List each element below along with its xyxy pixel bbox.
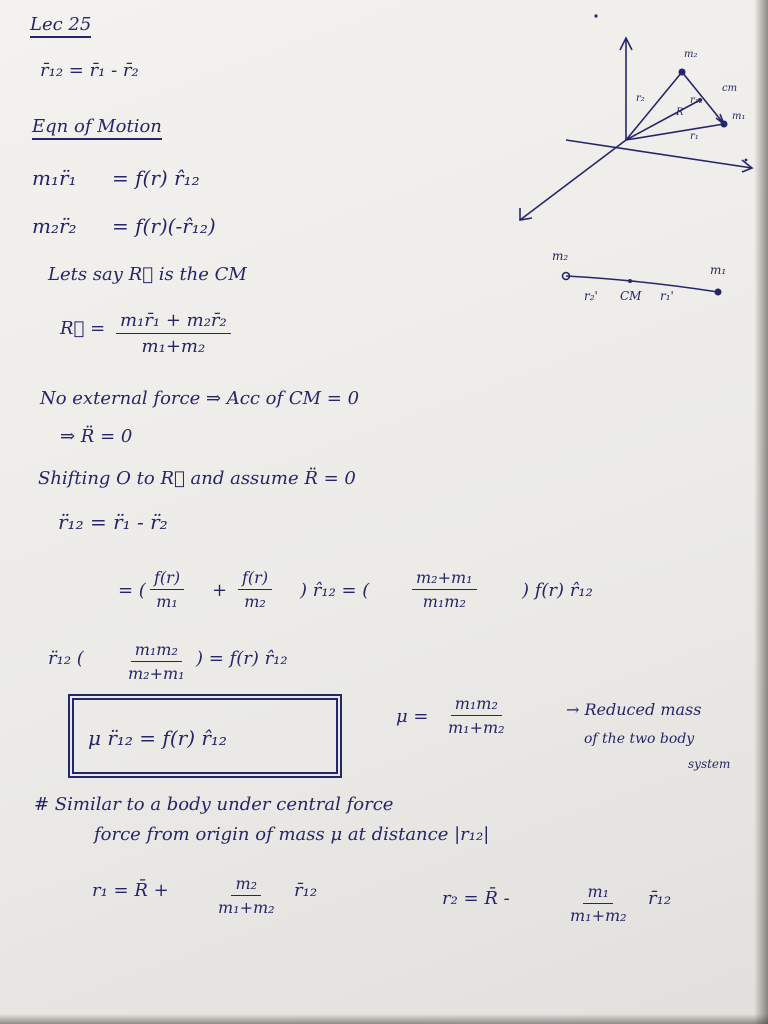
reduced-mass-note-2: of the two body <box>584 731 695 747</box>
combined-num: m₁m₂ <box>131 640 182 662</box>
expand-frac1-num: f(r) <box>150 568 184 590</box>
page-title: Lec 25 <box>30 16 91 38</box>
diag3d-label-r1: r₁ <box>690 131 699 142</box>
combined-rhs: ) = f(r) r̂₁₂ <box>196 648 288 669</box>
diag3d-label-r12: r₁₂ <box>690 95 703 106</box>
r2-expr-den: m₁+m₂ <box>570 906 627 925</box>
r1-expr-lhs: r₁ = R̄ + <box>92 880 169 901</box>
eq1-rhs: = f(r) r̂₁₂ <box>112 166 200 190</box>
stray-dot <box>594 14 597 17</box>
y-axis <box>520 140 626 220</box>
cm-eq-denominator: m₁+m₂ <box>141 336 206 357</box>
expand-frac2-den: m₂ <box>244 592 266 611</box>
expand-frac1-den: m₁ <box>156 592 178 611</box>
r12-vector <box>682 72 724 124</box>
shifting-origin: Shifting O to R⃗ and assume R̈ = 0 <box>38 468 356 489</box>
stray-dot <box>745 159 748 162</box>
line-m1-dot <box>715 289 722 296</box>
expand-frac2-num: f(r) <box>238 568 272 590</box>
r2-expr-tail: r̄₁₂ <box>648 888 672 909</box>
combined-lhs: r̈₁₂ ( <box>48 648 84 669</box>
line-label-r1p: r₁' <box>660 289 674 303</box>
line-label-m1: m₁ <box>710 263 727 277</box>
expand-lhs: = ( <box>118 580 146 601</box>
diag3d-label-m1: m₁ <box>732 111 746 122</box>
m1-dot <box>721 121 728 128</box>
boxed-equation: μ r̈₁₂ = f(r) r̂₁₂ <box>88 726 227 750</box>
cm-statement: Lets say R⃗ is the CM <box>48 264 247 285</box>
r12-ddot-eq: r̈₁₂ = r̈₁ - r̈₂ <box>58 510 168 534</box>
expand-frac3-den: m₁m₂ <box>422 592 466 611</box>
r1-expr-num: m₂ <box>231 874 261 896</box>
mu-def-den: m₁+m₂ <box>448 718 505 737</box>
r2-expr-lhs: r₂ = R̄ - <box>442 888 510 909</box>
m2-dot <box>679 69 686 76</box>
relative-vector-eq: r̄₁₂ = r̄₁ - r̄₂ <box>40 60 139 81</box>
eq2-lhs: m₂r̈₂ <box>32 214 77 238</box>
expand-frac3-num: m₂+m₁ <box>412 568 477 590</box>
r1-expr-tail: r̄₁₂ <box>294 880 318 901</box>
eq2-rhs: = f(r)(-r̂₁₂) <box>112 214 216 238</box>
vector-diagram-3d <box>520 38 752 220</box>
line-label-r2p: r₂' <box>584 289 598 303</box>
cm-eq-numerator: m₁r̄₁ + m₂r̄₂ <box>116 310 231 334</box>
diag3d-label-R: R <box>676 107 684 118</box>
expand-plus: + <box>212 580 228 601</box>
no-external-force: No external force ⇒ Acc of CM = 0 <box>40 388 360 409</box>
reduced-mass-note-1: → Reduced mass <box>566 700 702 719</box>
diag3d-label-r2: r₂ <box>636 93 645 104</box>
similar-note-line1: # Similar to a body under central force <box>34 794 394 815</box>
reduced-mass-note-3: system <box>688 757 731 771</box>
expand-tail: ) f(r) r̂₁₂ <box>522 580 593 601</box>
r2-vector <box>626 72 682 140</box>
line-label-m2: m₂ <box>552 249 569 263</box>
line-cm-dot <box>628 279 632 283</box>
r1-expr-den: m₁+m₂ <box>218 898 275 917</box>
diag3d-label-cm: cm <box>722 83 738 94</box>
combined-den: m₂+m₁ <box>128 664 185 683</box>
cm-eq-lhs: R⃗ = <box>60 318 106 339</box>
expand-mid: ) r̂₁₂ = ( <box>300 580 370 601</box>
diag3d-label-m2: m₂ <box>684 49 698 60</box>
similar-note-line2: force from origin of mass μ at distance |r₁₂| <box>94 824 490 845</box>
r-ddot-zero: ⇒ R̈ = 0 <box>60 426 133 447</box>
eq1-lhs: m₁r̈₁ <box>32 166 77 190</box>
mu-def-num: m₁m₂ <box>451 694 502 716</box>
r2-expr-num: m₁ <box>583 882 613 904</box>
mu-def-lhs: μ = <box>396 706 429 727</box>
eqn-of-motion-heading: Eqn of Motion <box>32 118 162 140</box>
line-label-cm: CM <box>620 289 642 303</box>
